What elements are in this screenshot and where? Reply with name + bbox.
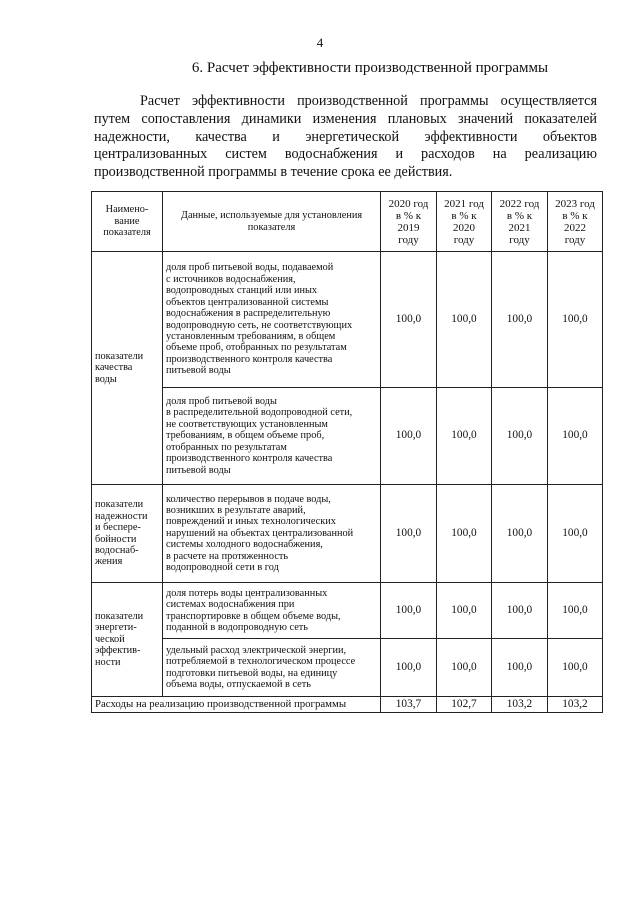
- table-row: [92, 252, 603, 388]
- total-label: Расходы на реализацию производственной программы: [92, 697, 381, 713]
- intro-paragraph: [94, 93, 597, 182]
- row-value: 100,0: [381, 583, 437, 639]
- intro-text: Расчет эффективности производственной программы осуществляется путем сопоставления динамики изменения плановых значений показателей надежности, качества и энергетической эффективности объектов централизованных систем водоснабжения и расходов на реализацию производственной программы в течение срока ее действия.: [94, 93, 597, 181]
- table-row: [92, 583, 603, 639]
- section-title: 6. Расчет эффективности производственной программы: [191, 60, 549, 76]
- row-value: 100,0: [492, 485, 548, 583]
- total-value: 103,2: [492, 697, 548, 713]
- row-value: 100,0: [381, 639, 437, 697]
- table-row: [92, 485, 603, 583]
- total-row: [92, 697, 603, 713]
- table-header-row: [92, 192, 603, 252]
- row-value: 100,0: [437, 388, 492, 485]
- row-value: 100,0: [548, 639, 603, 697]
- row-value: 100,0: [492, 639, 548, 697]
- header-year: 2020 год в % к 2019 году: [381, 192, 437, 252]
- total-value: 103,7: [381, 697, 437, 713]
- group-quality: показатели качества воды: [92, 252, 163, 485]
- group-energy: показатели энергети- ческой эффектив- ности: [92, 583, 163, 697]
- row-value: 100,0: [492, 252, 548, 388]
- efficiency-table: [91, 191, 603, 713]
- header-year: 2021 год в % к 2020 году: [437, 192, 492, 252]
- page-number: 4: [316, 35, 324, 50]
- row-value: 100,0: [548, 252, 603, 388]
- group-reliability: показатели надежности и беспере- бойности водоснаб- жения: [92, 485, 163, 583]
- row-description: доля потерь воды централизованных системах водоснабжения при транспортировке в общем объеме воды, поданной в водопроводную сеть: [163, 583, 381, 639]
- row-value: 100,0: [548, 485, 603, 583]
- row-description: доля проб питьевой воды в распределительной водопроводной сети, не соответствующих установленным требованиям, в общем объеме проб, отобранных по результатам производственного контроля качества питьевой воды: [163, 388, 381, 485]
- total-value: 103,2: [548, 697, 603, 713]
- row-description: доля проб питьевой воды, подаваемой с источников водоснабжения, водопроводных станций или иных объектов централизованной системы водоснабжения в распределительную водопроводную сеть, не соответствующих установленным требованиям, в общем объеме проб, отобранных по результатам производственного контроля качества питьевой воды: [163, 252, 381, 388]
- header-name: Наимено- вание показателя: [92, 192, 163, 252]
- row-value: 100,0: [381, 485, 437, 583]
- row-value: 100,0: [437, 252, 492, 388]
- row-value: 100,0: [437, 639, 492, 697]
- row-description: удельный расход электрической энергии, потребляемой в технологическом процессе подготовки питьевой воды, на единицу объема воды, отпускаемой в сеть: [163, 639, 381, 697]
- header-year: 2023 год в % к 2022 году: [548, 192, 603, 252]
- row-value: 100,0: [548, 388, 603, 485]
- row-description: количество перерывов в подаче воды, возникших в результате аварий, повреждений и иных технологических нарушений на объектах централизованной системы холодного водоснабжения, в расчете на протяженность водопроводной сети в год: [163, 485, 381, 583]
- header-data: Данные, используемые для установления показателя: [163, 192, 381, 252]
- header-year: 2022 год в % к 2021 году: [492, 192, 548, 252]
- row-value: 100,0: [381, 252, 437, 388]
- table-row: [92, 388, 603, 485]
- row-value: 100,0: [492, 583, 548, 639]
- row-value: 100,0: [437, 583, 492, 639]
- row-value: 100,0: [492, 388, 548, 485]
- row-value: 100,0: [381, 388, 437, 485]
- table-row: [92, 639, 603, 697]
- total-value: 102,7: [437, 697, 492, 713]
- row-value: 100,0: [437, 485, 492, 583]
- row-value: 100,0: [548, 583, 603, 639]
